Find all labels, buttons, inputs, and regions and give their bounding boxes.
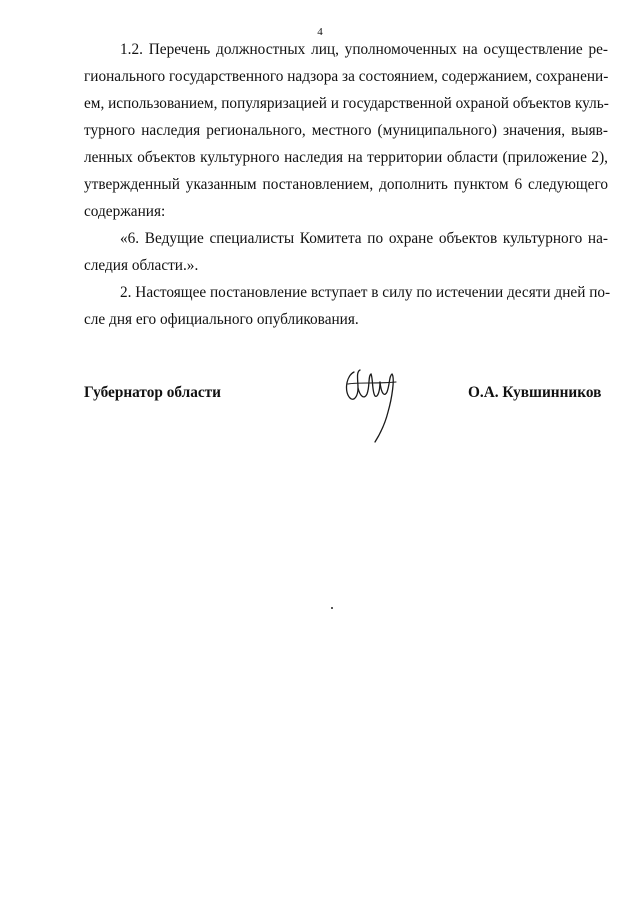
quote-line-2: следия области.». (84, 257, 199, 274)
paragraph-1-2-line-3: ем, использованием, популяризацией и государственной охраной объектов куль- (84, 95, 609, 112)
handwritten-signature (340, 362, 404, 444)
signatory-name: О.А. Кувшинников (468, 384, 602, 401)
paragraph-1-2-line-5: ленных объектов культурного наследия на территории области (приложение 2), (84, 149, 608, 166)
paragraph-1-2-line-2: гионального государственного надзора за состоянием, содержанием, сохранени- (84, 68, 609, 85)
paragraph-1-2-line-4: турного наследия регионального, местного (муниципального) значения, выяв- (84, 122, 608, 139)
paragraph-2-line-2: сле дня его официального опубликования. (84, 311, 359, 328)
signatory-title: Губернатор области (84, 384, 221, 401)
paragraph-1-2-line-7: содержания: (84, 203, 166, 220)
page-number: 4 (317, 26, 323, 38)
quote-line-1: «6. Ведущие специалисты Комитета по охране объектов культурного на- (120, 230, 608, 247)
paragraph-2-line-1: 2. Настоящее постановление вступает в силу по истечении десяти дней по- (120, 284, 611, 301)
stray-dot (331, 607, 333, 609)
paragraph-1-2-line-1: 1.2. Перечень должностных лиц, уполномоченных на осуществление ре- (120, 41, 608, 58)
paragraph-1-2-line-6: утвержденный указанным постановлением, дополнить пунктом 6 следующего (84, 176, 608, 193)
